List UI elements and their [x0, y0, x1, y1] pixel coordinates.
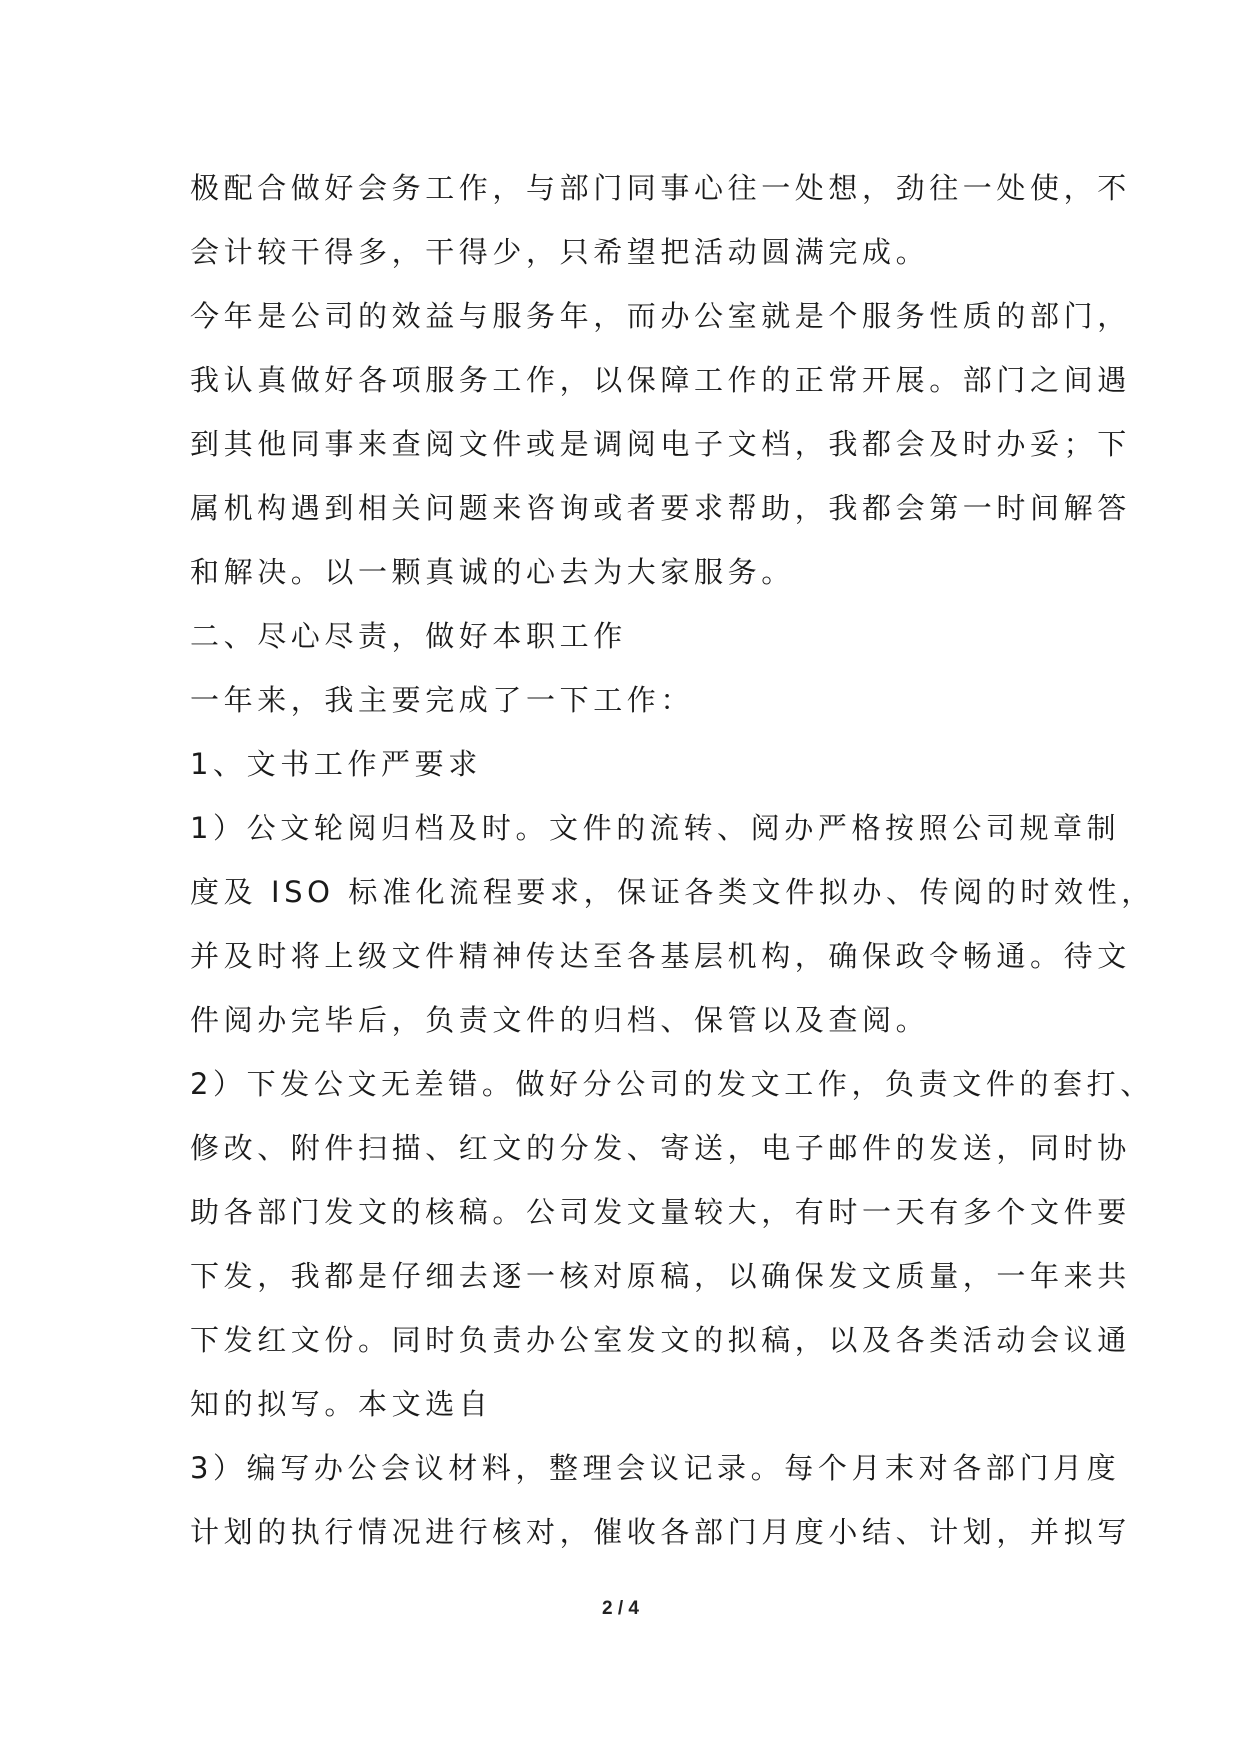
text-line: 并及时将上级文件精神传达至各基层机构，确保政令畅通。待文: [190, 939, 1131, 973]
text-line: 件阅办完毕后，负责文件的归档、保管以及查阅。: [190, 1003, 930, 1037]
text-line: 属机构遇到相关问题来咨询或者要求帮助，我都会第一时间解答: [190, 491, 1131, 525]
text-line: 知的拟写。本文选自: [190, 1387, 493, 1421]
text-line: 助各部门发文的核稿。公司发文量较大，有时一天有多个文件要: [190, 1195, 1131, 1229]
text-line: 和解决。以一颗真诚的心去为大家服务。: [190, 555, 795, 589]
text-line: 计划的执行情况进行核对，催收各部门月度小结、计划，并拟写: [190, 1515, 1131, 1549]
section-heading: 二、尽心尽责，做好本职工作: [190, 619, 627, 653]
text-line: 到其他同事来查阅文件或是调阅电子文档，我都会及时办妥；下: [190, 427, 1131, 461]
text-line: 1）公文轮阅归档及时。文件的流转、阅办严格按照公司规章制: [190, 811, 1121, 845]
text-line: 下发红文份。同时负责办公室发文的拟稿，以及各类活动会议通: [190, 1323, 1131, 1357]
text-line: 3）编写办公会议材料，整理会议记录。每个月末对各部门月度: [190, 1451, 1121, 1485]
text-line: 今年是公司的效益与服务年，而办公室就是个服务性质的部门，: [190, 299, 1131, 333]
document-body: [190, 156, 1155, 1564]
text-line: 我认真做好各项服务工作，以保障工作的正常开展。部门之间遇: [190, 363, 1131, 397]
text-line: 一年来，我主要完成了一下工作：: [190, 683, 695, 717]
text-line: 修改、附件扫描、红文的分发、寄送，电子邮件的发送，同时协: [190, 1131, 1131, 1165]
text-line: 极配合做好会务工作，与部门同事心往一处想，劲往一处使，不: [190, 171, 1131, 205]
subsection-heading: 1、文书工作严要求: [190, 747, 482, 781]
text-line: 2）下发公文无差错。做好分公司的发文工作，负责文件的套打、: [190, 1067, 1154, 1101]
page-number: 2 / 4: [602, 1598, 639, 1619]
text-line: 度及 ISO 标准化流程要求，保证各类文件拟办、传阅的时效性，: [190, 875, 1155, 909]
text-line: 下发，我都是仔细去逐一核对原稿，以确保发文质量，一年来共: [190, 1259, 1131, 1293]
text-line: 会计较干得多，干得少，只希望把活动圆满完成。: [190, 235, 930, 269]
